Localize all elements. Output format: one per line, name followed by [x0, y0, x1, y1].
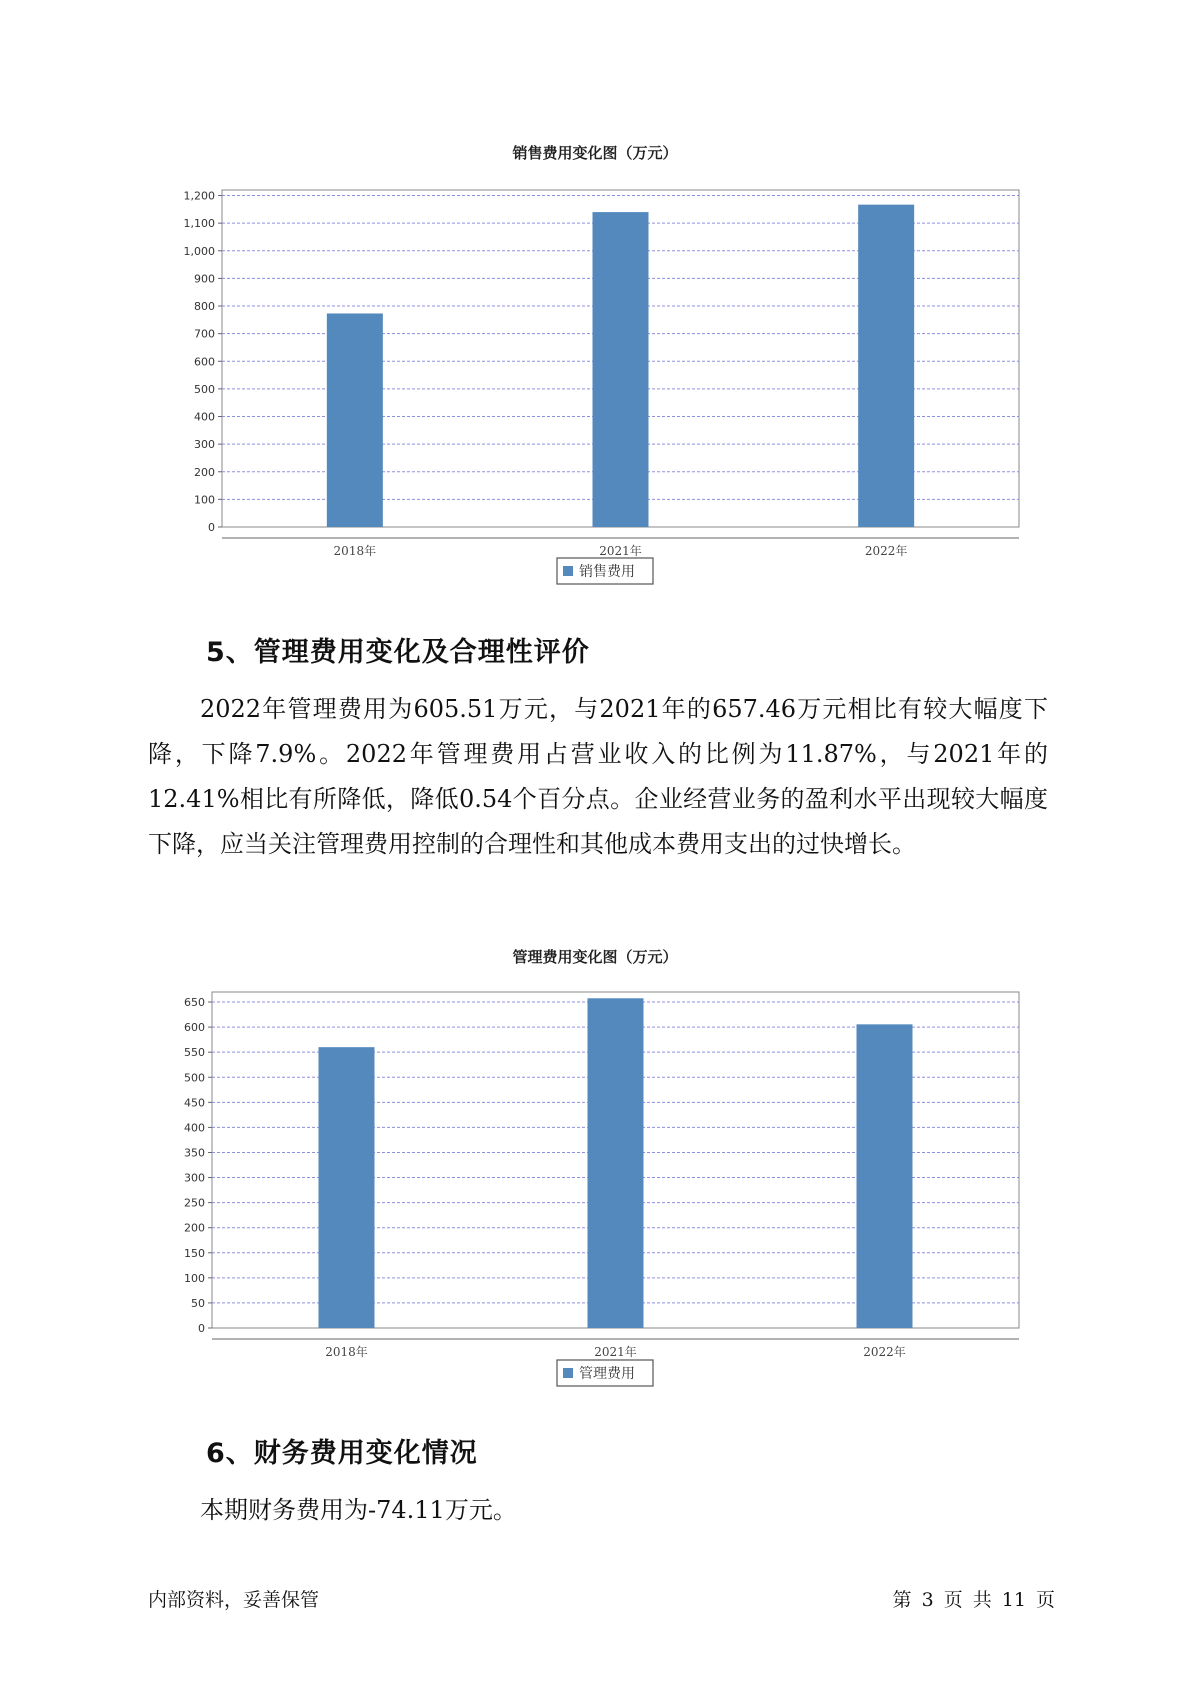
y-tick-label: 400 — [194, 410, 215, 424]
x-tick-label: 2018年 — [325, 1345, 368, 1359]
y-tick-label: 300 — [194, 438, 215, 452]
y-tick-label: 600 — [194, 355, 215, 369]
x-tick-label: 2022年 — [864, 544, 908, 558]
y-tick-label: 300 — [184, 1171, 205, 1185]
bar-2018年 — [319, 1047, 375, 1328]
y-tick-label: 200 — [184, 1221, 205, 1235]
y-tick-label: 700 — [194, 327, 215, 341]
bar-2022年 — [857, 1024, 913, 1328]
y-tick-label: 900 — [194, 272, 215, 286]
x-tick-label: 2021年 — [599, 544, 642, 558]
management-expense-chart — [0, 936, 1191, 1406]
chart-legend — [557, 558, 653, 584]
bar-2022年 — [858, 205, 914, 527]
y-tick-label: 400 — [184, 1121, 205, 1135]
y-tick-label: 0 — [198, 1322, 205, 1335]
y-tick-label: 1,100 — [183, 217, 215, 231]
y-tick-label: 650 — [184, 996, 205, 1010]
legend-label: 管理费用 — [579, 1366, 635, 1382]
y-tick-label: 550 — [184, 1046, 205, 1060]
section-paragraph: 本期财务费用为-74.11万元。 — [200, 1496, 517, 1524]
footer-confidential: 内部资料，妥善保管 — [148, 1589, 320, 1611]
chart-title: 管理费用变化图（万元） — [512, 948, 678, 966]
y-tick-label: 500 — [184, 1071, 205, 1085]
y-tick-label: 100 — [194, 493, 215, 507]
y-tick-label: 1,200 — [183, 189, 215, 203]
section-paragraph: 2022年管理费用为605.51万元，与2021年的657.46万元相比有较大幅度下降，下降7.9%。2022年管理费用占营业收入的比例为11.87%，与2021年的12.41%相比有所降低，降低0.54个百分点。企业经营业务的盈利水平出现较大幅度下降，应当关注管理费用控制的合理性和其他成本费用支出的过快增长。 — [148, 695, 1048, 858]
bar-2018年 — [327, 313, 383, 527]
legend-swatch — [563, 1368, 573, 1378]
y-tick-label: 450 — [184, 1096, 205, 1110]
bar-2021年 — [588, 998, 644, 1328]
y-tick-label: 350 — [184, 1146, 205, 1160]
y-tick-label: 1,000 — [183, 244, 215, 258]
chart-legend — [557, 1360, 653, 1386]
y-tick-label: 0 — [208, 521, 215, 534]
section-heading: 6、财务费用变化情况 — [206, 1438, 478, 1469]
y-tick-label: 150 — [184, 1246, 205, 1260]
y-tick-label: 200 — [194, 465, 215, 479]
sales-expense-chart — [0, 130, 1191, 600]
page-number: 第 3 页 共 11 页 — [892, 1589, 1055, 1611]
legend-swatch — [563, 566, 573, 576]
y-tick-label: 250 — [184, 1196, 205, 1210]
legend-label: 销售费用 — [579, 564, 635, 580]
section-heading: 5、管理费用变化及合理性评价 — [206, 637, 590, 668]
y-tick-label: 500 — [194, 382, 215, 396]
x-tick-label: 2022年 — [863, 1345, 906, 1359]
y-tick-label: 100 — [184, 1271, 205, 1285]
y-tick-label: 600 — [184, 1021, 205, 1035]
x-tick-label: 2018年 — [333, 544, 377, 558]
bar-2021年 — [593, 212, 649, 527]
x-tick-label: 2021年 — [594, 1345, 637, 1359]
y-tick-label: 800 — [194, 300, 215, 314]
y-tick-label: 50 — [191, 1296, 205, 1310]
chart-title: 销售费用变化图（万元） — [512, 144, 678, 162]
